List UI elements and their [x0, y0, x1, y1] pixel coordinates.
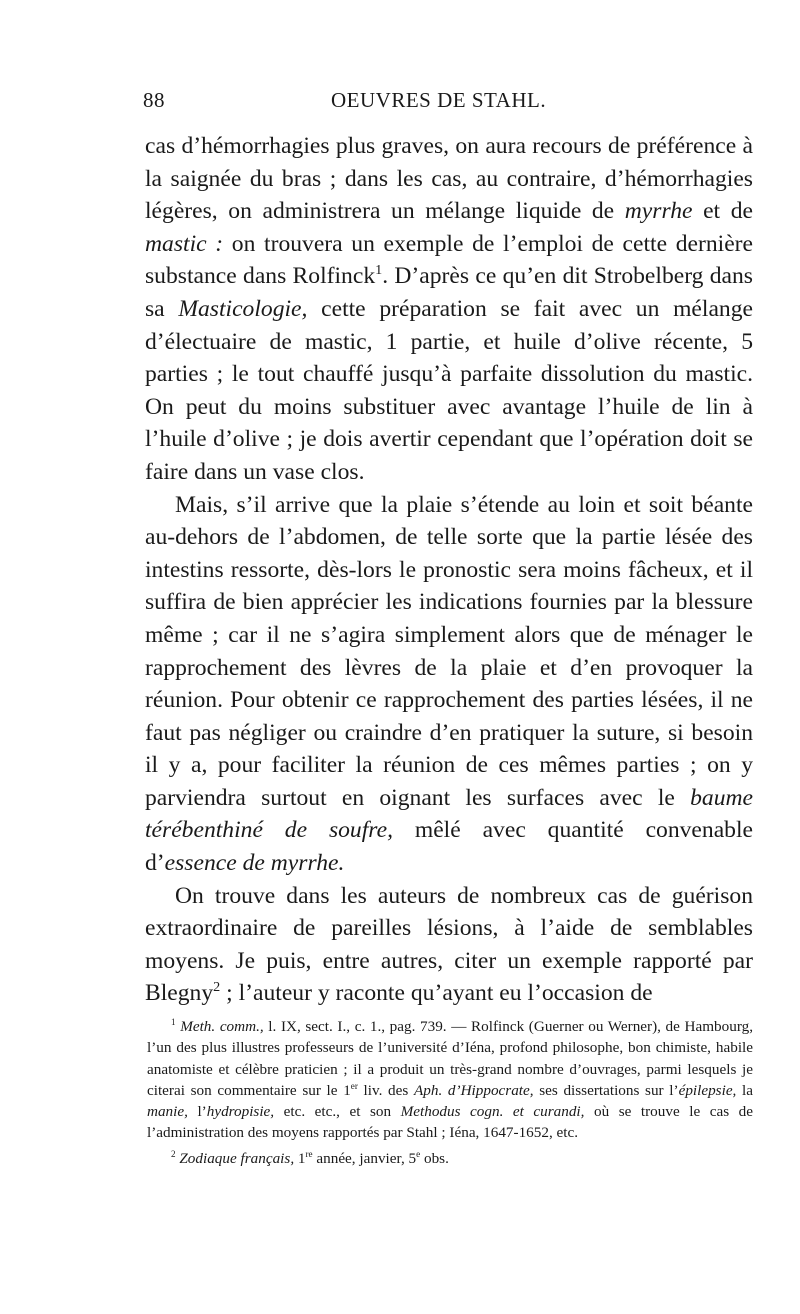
text-run: où se trouve le cas de l’administration des moyens rapportés par Stahl ; Iéna, 1647-1652, etc. — [147, 1103, 753, 1142]
text-run: obs. — [420, 1149, 449, 1167]
text-run: ses dissertations sur l’ — [533, 1081, 679, 1099]
footnotes — [147, 1016, 753, 1169]
text-run: l. IX, sect. I., c. 1., pag. 739. — Rolfinck (Guerner ou Werner), de Hambourg, l’un des plus illustres professeurs de l’université d’Iéna, profond philosophe, bon chimiste, habile anatomiste et célèbre praticien ; il a produit un très-grand nombre d’ouvrages, parmi lesquels je citerai son commentaire sur le 1 — [147, 1018, 753, 1099]
italic-term: Meth. comm., — [180, 1018, 264, 1035]
page-number: 88 — [143, 88, 165, 112]
footnote-ref-2: 2 — [213, 979, 221, 996]
text-run: ; l’auteur y raconte qu’ayant eu l’occasion de — [220, 980, 653, 1007]
text-run: On trouve dans les auteurs de nombreux cas de guérison extraordinaire de pareilles lésions, à l’aide de semblables moyens. Je puis, entre autres, citer un exemple rapporté par Blegny — [145, 882, 753, 1007]
ordinal-suffix: re — [305, 1148, 313, 1159]
italic-term: Masticologie, — [178, 295, 308, 322]
italic-term: myrrhe — [624, 198, 693, 225]
text-run: Mais, s’il arrive que la plaie s’étende au loin et soit béante au-dehors de l’abdomen, de telle sorte que la partie lésée des intestins ressorte, dès-lors le pronostic sera moins fâcheux, et il suffira de bien apprécier les indications fournies par la blessure même ; car il ne s’agira simplement alors que de ménager le rapprochement des lèvres de la plaie et d’en provoquer la réunion. Pour obtenir ce rapprochement des parties lésées, il ne faut pas négliger ou craindre d’en pratiquer la suture, si besoin il y a, pour faciliter la réunion de ces mêmes parties ; on y parviendra surtout en oignant les surfaces avec le — [145, 491, 753, 811]
text-run: la — [736, 1081, 753, 1099]
paragraph-1 — [145, 130, 753, 489]
text-run: et de — [692, 198, 753, 225]
text-run: liv. des — [357, 1081, 414, 1099]
text-run: cas d’hémorrhagies plus graves, on aura recours de préférence à la saignée du bras ; dans les cas, au contraire, d’hémorrhagies légères, on administrera un mélange liquide de — [145, 133, 753, 225]
italic-term: manie, — [147, 1103, 188, 1121]
text-run: année, janvier, 5 — [312, 1149, 417, 1167]
ordinal-suffix: e — [416, 1148, 421, 1159]
italic-term: épilepsie, — [678, 1081, 737, 1099]
running-title: OEUVRES DE STAHL. — [331, 88, 547, 112]
main-text — [145, 130, 753, 1010]
italic-term: Methodus cogn. et curandi, — [400, 1103, 585, 1121]
text-run: l’ — [187, 1103, 207, 1121]
text-run: on trouvera un exemple de l’emploi de cette dernière substance dans Rolfinck — [145, 230, 754, 290]
footnote-1 — [147, 1016, 753, 1144]
text-run: etc. etc., et son — [274, 1103, 401, 1121]
text-run: mêlé avec quantité convenable d’ — [145, 817, 753, 877]
footnote-marker: 1 — [171, 1016, 176, 1027]
italic-term: baume térébenthiné de soufre, — [145, 784, 753, 844]
text-run: cette préparation se fait avec un mélange d’électuaire de mastic, 1 partie, et huile d’olive récente, 5 parties ; le tout chauffé jusqu’à parfaite dissolution du mastic. On peut du moins substituer avec avantage l’huile de lin à l’huile d’olive ; je dois avertir cependant que l’opération doit se faire dans un vase clos. — [145, 295, 753, 485]
footnote-ref-1: 1 — [375, 262, 383, 279]
italic-term: Zodiaque français, — [179, 1149, 295, 1167]
italic-term: hydropisie, — [206, 1103, 275, 1121]
italic-term: essence de myrrhe. — [164, 850, 345, 877]
page-header — [143, 88, 743, 128]
text-run: . D’après ce qu’en dit Strobelberg dans sa — [145, 263, 753, 322]
footnote-marker: 2 — [171, 1148, 176, 1159]
ordinal-suffix: er — [350, 1080, 358, 1091]
text-run: 1 — [294, 1149, 306, 1167]
paragraph-2 — [145, 489, 753, 880]
italic-term: Aph. d’Hippocrate, — [413, 1081, 534, 1099]
paragraph-3 — [145, 880, 753, 1010]
footnote-2 — [147, 1148, 753, 1169]
italic-term: mastic : — [145, 230, 224, 257]
